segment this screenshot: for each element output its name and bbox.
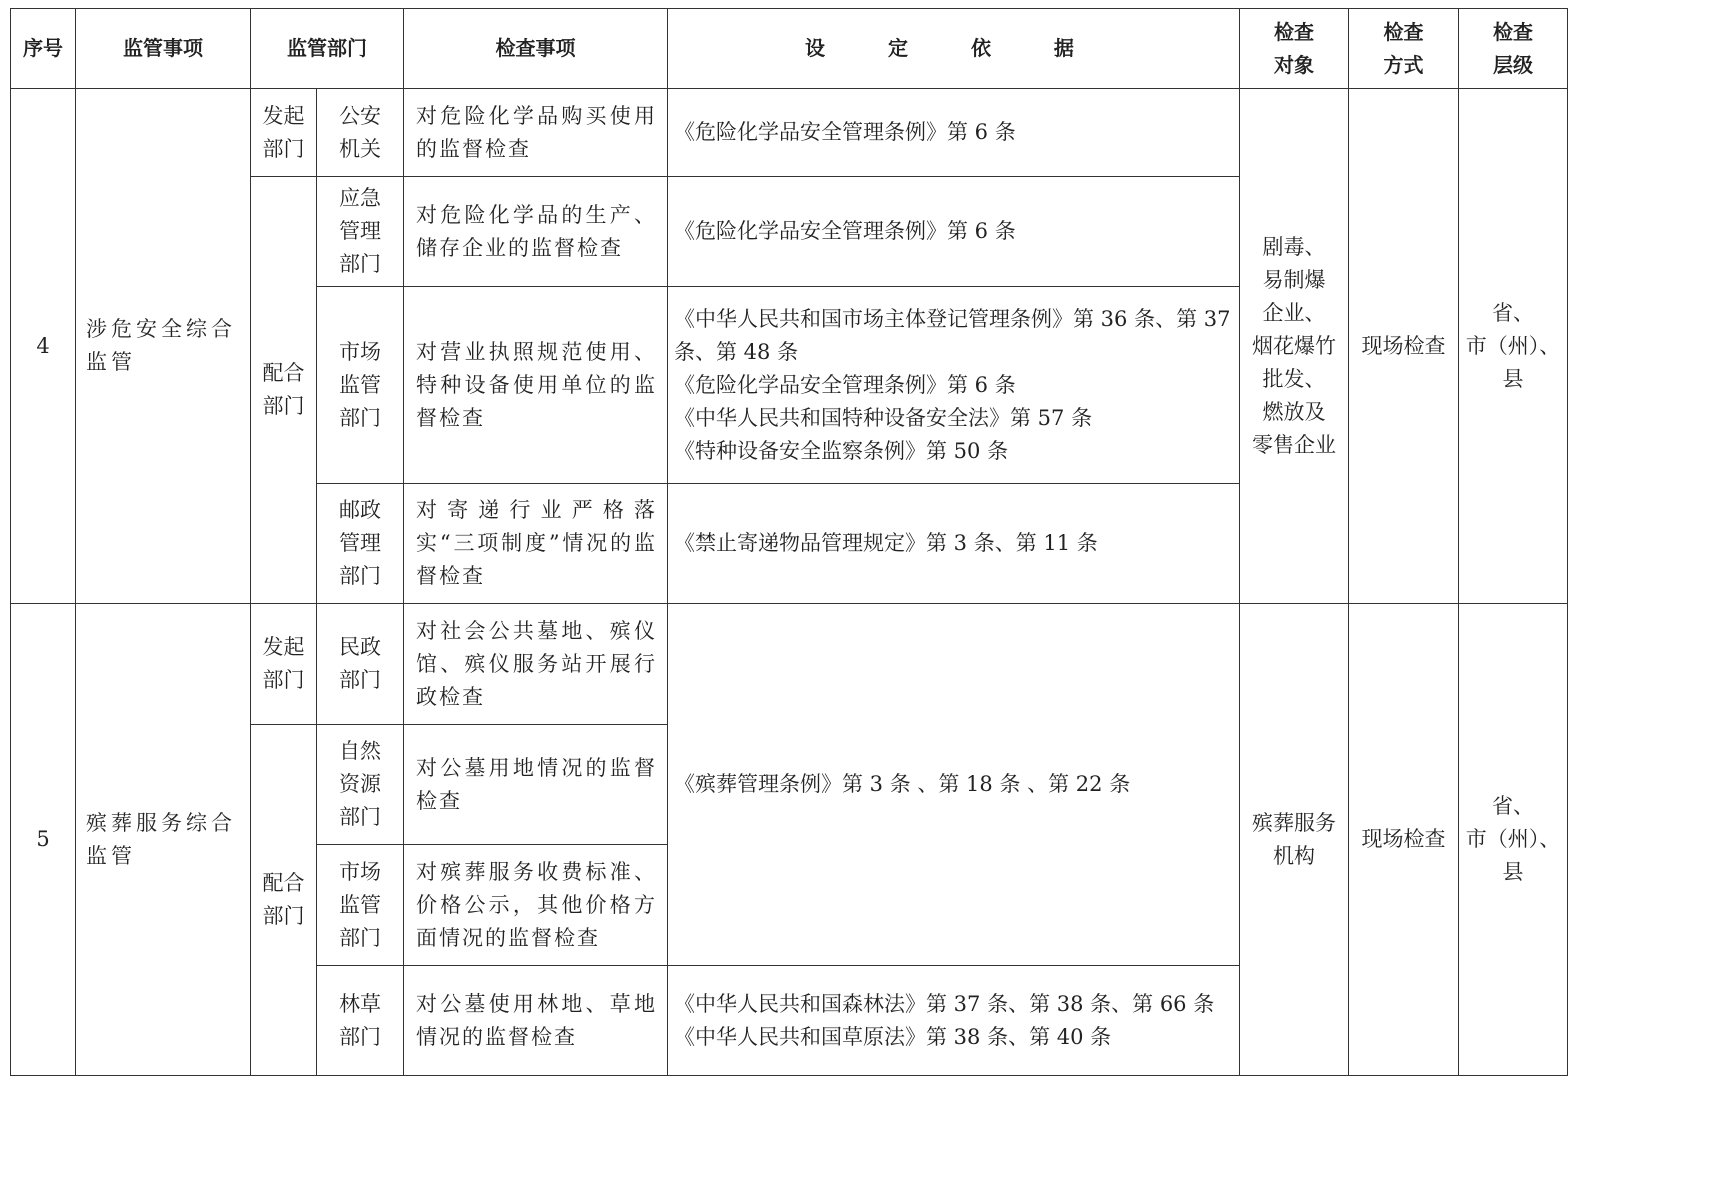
header-no: 序号	[11, 9, 76, 89]
check-level	[1459, 89, 1568, 604]
check-object	[1240, 89, 1349, 604]
header-method-line: 检查	[1383, 19, 1424, 44]
basis-line: 《禁止寄递物品管理规定》第 3 条、第 11 条	[674, 531, 1098, 555]
check-level	[1459, 604, 1568, 1076]
object-line: 零售企业	[1252, 432, 1336, 457]
legal-basis	[668, 287, 1240, 484]
legal-basis	[668, 966, 1240, 1076]
initiator-label-line: 发起	[262, 635, 305, 659]
level-line: 市（州）、	[1465, 827, 1561, 851]
legal-basis	[668, 484, 1240, 604]
basis-line: 《中华人民共和国草原法》第 38 条、第 40 条	[674, 1024, 1112, 1049]
check-object	[1240, 604, 1349, 1076]
legal-basis: 《殡葬管理条例》第 3 条 、第 18 条 、第 22 条	[668, 604, 1240, 966]
basis-line: 《中华人民共和国市场主体登记管理条例》第 36 条、第 37 条、第 48 条	[674, 306, 1231, 364]
department-line: 管理	[339, 219, 381, 243]
check-method: 现场检查	[1349, 604, 1459, 1076]
department	[317, 725, 404, 845]
object-line: 殡葬服务	[1252, 810, 1336, 835]
department-line: 民政	[339, 635, 381, 659]
object-line: 企业、	[1262, 300, 1326, 325]
check-item: 对公墓使用林地、草地情况的监督检查	[404, 966, 668, 1076]
department	[317, 177, 404, 287]
header-method	[1349, 9, 1459, 89]
basis-line: 《危险化学品安全管理条例》第 6 条	[674, 120, 1016, 144]
department-line: 部门	[339, 668, 381, 692]
department-line: 部门	[339, 1024, 381, 1049]
object-line: 燃放及	[1262, 399, 1326, 424]
check-item: 对寄递行业严格落实“三项制度”情况的监督检查	[404, 484, 668, 604]
object-line: 烟花爆竹	[1252, 333, 1336, 358]
object-line: 剧毒、	[1262, 234, 1326, 259]
department	[317, 845, 404, 966]
department-line: 自然	[339, 739, 381, 763]
header-level-line: 层级	[1493, 52, 1533, 77]
regulation-table	[10, 8, 1568, 1076]
supervision-item: 涉危安全综合监管	[76, 89, 251, 604]
department-line: 邮政	[339, 498, 381, 522]
legal-basis	[668, 177, 1240, 287]
check-item: 对营业执照规范使用、特种设备使用单位的监督检查	[404, 287, 668, 484]
department-line: 机关	[339, 136, 381, 161]
header-item: 监管事项	[76, 9, 251, 89]
initiator-label	[251, 89, 317, 177]
object-line: 批发、	[1262, 366, 1326, 391]
basis-line: 《危险化学品安全管理条例》第 6 条	[674, 372, 1016, 397]
object-line: 机构	[1273, 843, 1315, 868]
check-method: 现场检查	[1349, 89, 1459, 604]
header-method-line: 方式	[1383, 52, 1424, 77]
basis-line: 《特种设备安全监察条例》第 50 条	[674, 438, 1009, 463]
initiator-label-line: 部门	[262, 668, 305, 692]
basis-line: 《中华人民共和国特种设备安全法》第 57 条	[674, 405, 1093, 430]
department	[317, 966, 404, 1076]
header-row	[11, 9, 1568, 89]
check-item: 对社会公共墓地、殡仪馆、殡仪服务站开展行政检查	[404, 604, 668, 725]
department-line: 部门	[339, 925, 381, 950]
supervision-item: 殡葬服务综合监管	[76, 604, 251, 1076]
basis-line: 《中华人民共和国森林法》第 37 条、第 38 条、第 66 条	[674, 991, 1215, 1016]
header-object-line: 检查	[1274, 19, 1314, 44]
header-basis	[668, 9, 1240, 89]
legal-basis	[668, 89, 1240, 177]
initiator-label	[251, 604, 317, 725]
department	[317, 89, 404, 177]
department-line: 部门	[339, 252, 381, 276]
department-line: 监管	[339, 892, 381, 917]
table-row	[11, 89, 1568, 177]
department-line: 市场	[339, 339, 381, 364]
cooperator-label-line: 配合	[262, 871, 305, 895]
check-item: 对危险化学品购买使用的监督检查	[404, 89, 668, 177]
table-row	[11, 604, 1568, 725]
cooperator-label	[251, 177, 317, 604]
level-line: 省、	[1492, 300, 1534, 325]
initiator-label-line: 部门	[262, 136, 305, 161]
department-line: 部门	[339, 805, 381, 829]
department-line: 部门	[339, 564, 381, 588]
department-line: 资源	[339, 772, 381, 796]
department	[317, 287, 404, 484]
level-line: 县	[1502, 366, 1524, 391]
object-line: 易制爆	[1262, 267, 1326, 292]
department	[317, 484, 404, 604]
department-line: 公安	[339, 103, 381, 128]
check-item: 对公墓用地情况的监督检查	[404, 725, 668, 845]
check-item: 对危险化学品的生产、储存企业的监督检查	[404, 177, 668, 287]
initiator-label-line: 发起	[262, 103, 305, 128]
department-line: 管理	[339, 531, 381, 555]
header-dept: 监管部门	[251, 9, 404, 89]
level-line: 市（州）、	[1465, 333, 1561, 358]
department-line: 应急	[339, 186, 381, 210]
cooperator-label-line: 配合	[262, 361, 305, 385]
department-line: 市场	[339, 859, 381, 884]
level-line: 省、	[1492, 794, 1534, 818]
cooperator-label	[251, 725, 317, 1076]
row-number: 5	[11, 604, 76, 1076]
header-level	[1459, 9, 1568, 89]
header-check: 检查事项	[404, 9, 668, 89]
department-line: 林草	[339, 991, 381, 1016]
header-level-line: 检查	[1493, 19, 1533, 44]
basis-line: 《危险化学品安全管理条例》第 6 条	[674, 219, 1016, 243]
cooperator-label-line: 部门	[262, 394, 305, 418]
department-line: 监管	[339, 372, 381, 397]
row-number: 4	[11, 89, 76, 604]
check-item: 对殡葬服务收费标准、价格公示，其他价格方面情况的监督检查	[404, 845, 668, 966]
header-object	[1240, 9, 1349, 89]
header-basis-text: 设 定 依 据	[805, 36, 1102, 60]
header-object-line: 对象	[1274, 52, 1314, 77]
cooperator-label-line: 部门	[262, 904, 305, 928]
department-line: 部门	[339, 405, 381, 430]
department	[317, 604, 404, 725]
level-line: 县	[1502, 860, 1524, 884]
